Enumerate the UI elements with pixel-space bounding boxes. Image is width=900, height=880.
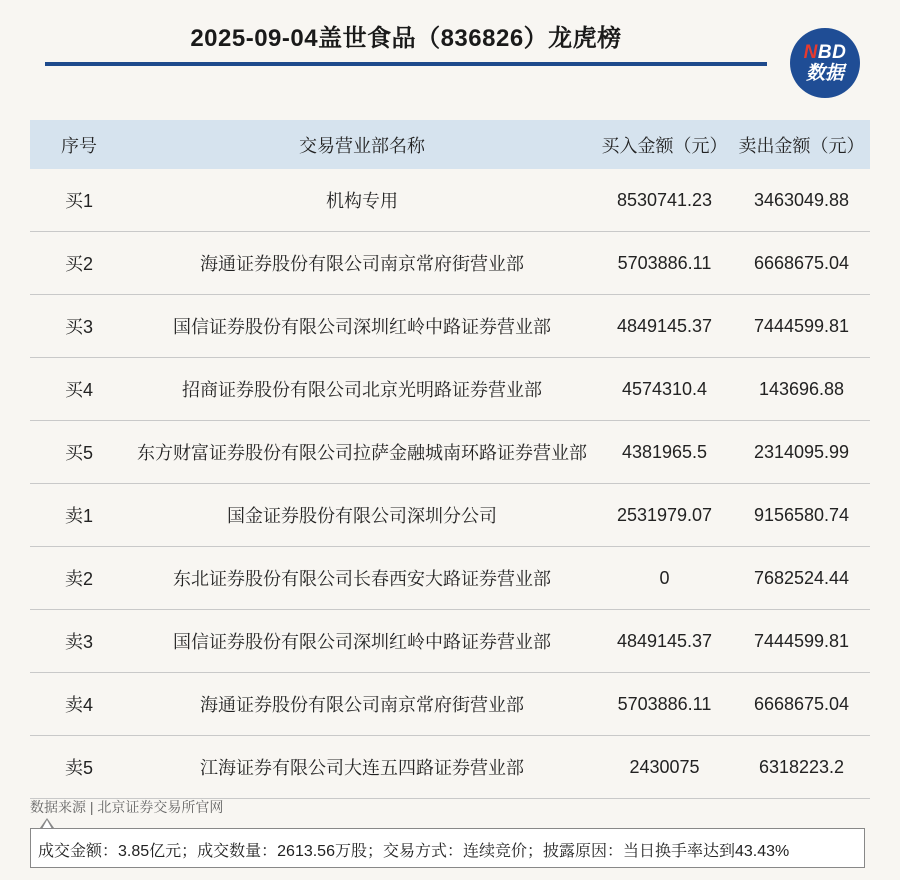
broker-name: 海通证券股份有限公司南京常府街营业部	[128, 232, 596, 295]
row-index: 买5	[30, 421, 128, 484]
buy-amount: 8530741.23	[596, 169, 733, 232]
sell-amount: 2314095.99	[733, 421, 870, 484]
sell-amount: 7682524.44	[733, 547, 870, 610]
table-row	[30, 421, 870, 484]
broker-name: 东方财富证券股份有限公司拉萨金融城南环路证券营业部	[128, 421, 596, 484]
sell-amount: 143696.88	[733, 358, 870, 421]
broker-name: 国金证券股份有限公司深圳分公司	[128, 484, 596, 547]
column-header-name: 交易营业部名称	[128, 120, 596, 169]
row-index: 卖4	[30, 673, 128, 736]
broker-name: 国信证券股份有限公司深圳红岭中路证券营业部	[128, 610, 596, 673]
sell-amount: 6668675.04	[733, 673, 870, 736]
table-body	[30, 169, 870, 799]
buy-amount: 5703886.11	[596, 673, 733, 736]
table-row	[30, 358, 870, 421]
data-source: 数据来源 | 北京证券交易所官网	[30, 799, 224, 815]
sell-amount: 7444599.81	[733, 610, 870, 673]
column-header-sell: 卖出金额（元）	[733, 120, 870, 169]
broker-name: 海通证券股份有限公司南京常府街营业部	[128, 673, 596, 736]
page-title: 2025-09-04盖世食品（836826）龙虎榜	[190, 25, 622, 52]
buy-amount: 4381965.5	[596, 421, 733, 484]
sell-amount: 6318223.2	[733, 736, 870, 799]
sell-amount: 6668675.04	[733, 232, 870, 295]
row-index: 卖3	[30, 610, 128, 673]
table-row	[30, 736, 870, 799]
table-row	[30, 295, 870, 358]
broker-name: 东北证券股份有限公司长春西安大路证券营业部	[128, 547, 596, 610]
logo-top-text	[804, 43, 847, 62]
row-index: 买3	[30, 295, 128, 358]
logo-bottom-text: 数据	[805, 63, 844, 84]
buy-amount: 4849145.37	[596, 295, 733, 358]
row-index: 买4	[30, 358, 128, 421]
buy-amount: 4574310.4	[596, 358, 733, 421]
table-header-row	[30, 120, 870, 169]
sell-amount: 3463049.88	[733, 169, 870, 232]
trade-summary-note: 成交金额：3.85亿元；成交数量：2613.56万股；交易方式：连续竞价；披露原因：当日换手率达到43.43%	[30, 828, 865, 868]
table-row	[30, 169, 870, 232]
broker-name: 机构专用	[128, 169, 596, 232]
row-index: 卖1	[30, 484, 128, 547]
table-row	[30, 232, 870, 295]
table-row	[30, 610, 870, 673]
row-index: 卖2	[30, 547, 128, 610]
nbd-logo	[790, 28, 860, 98]
broker-name: 招商证券股份有限公司北京光明路证券营业部	[128, 358, 596, 421]
buy-amount: 2531979.07	[596, 484, 733, 547]
row-index: 卖5	[30, 736, 128, 799]
title-underline	[45, 62, 767, 66]
buy-amount: 2430075	[596, 736, 733, 799]
broker-name: 江海证券有限公司大连五四路证券营业部	[128, 736, 596, 799]
table-row	[30, 484, 870, 547]
sell-amount: 9156580.74	[733, 484, 870, 547]
logo-accent-letter: N	[803, 42, 818, 63]
logo-top-rest: BD	[817, 42, 847, 63]
table-row	[30, 547, 870, 610]
trading-board-table	[30, 120, 870, 799]
broker-name: 国信证券股份有限公司深圳红岭中路证券营业部	[128, 295, 596, 358]
column-header-index: 序号	[30, 120, 128, 169]
row-index: 买1	[30, 169, 128, 232]
buy-amount: 0	[596, 547, 733, 610]
table-row	[30, 673, 870, 736]
buy-amount: 4849145.37	[596, 610, 733, 673]
row-index: 买2	[30, 232, 128, 295]
sell-amount: 7444599.81	[733, 295, 870, 358]
buy-amount: 5703886.11	[596, 232, 733, 295]
column-header-buy: 买入金额（元）	[596, 120, 733, 169]
